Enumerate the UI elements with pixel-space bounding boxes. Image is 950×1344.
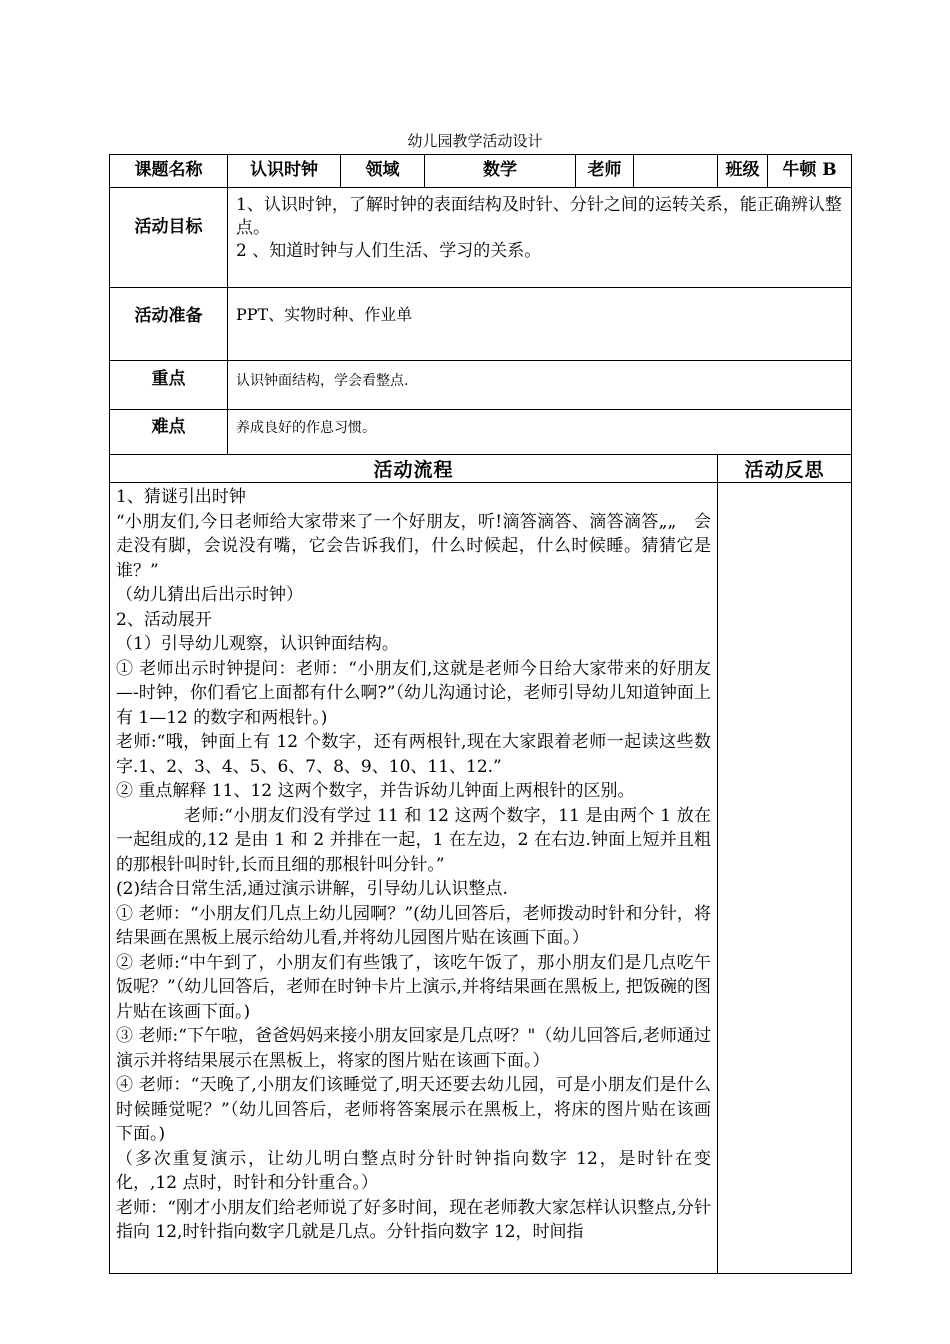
flow-paragraph: ② 老师:“中午到了，小朋友们有些饿了，该吃午饭了，那小朋友们是几点吃午饭呢？”（幼儿回答后，老师在时钟卡片上演示,并将结果画在黑板上, 把饭碗的图片贴在该画下面。)	[116, 952, 711, 1022]
reflection-header: 活动反思	[718, 455, 852, 483]
field-label: 领域	[341, 155, 425, 188]
flow-paragraph: ① 老师出示时钟提问：老师：“小朋友们,这就是老师今日给大家带来的好朋友—-时钟，你们看它上面都有什么啊?”（幼儿沟通讨论，老师引导幼儿知道钟面上有 1—12 的数字和两根针。)	[116, 658, 711, 728]
difficulty-content: 养成良好的作息习惯。	[228, 410, 852, 455]
flow-paragraph: “小朋友们,今日老师给大家带来了一个好朋友，听!滴答滴答、滴答滴答„„ 会走没有脚，会说没有嘴，它会告诉我们，什么时候起，什么时候睡。猜猜它是谁？”	[116, 511, 711, 581]
reflection-content	[718, 483, 852, 1274]
flow-paragraph: ④ 老师：“天晚了,小朋友们该睡觉了,明天还要去幼儿园，可是小朋友们是什么时候睡觉呢？”（幼儿回答后，老师将答案展示在黑板上，将床的图片贴在该画下面。)	[116, 1075, 711, 1144]
class-label: 班级	[718, 155, 768, 188]
flow-content-cell	[110, 483, 718, 1274]
flow-paragraph: ③ 老师:“下午啦，爸爸妈妈来接小朋友回家是几点呀？"（幼儿回答后,老师通过演示并将结果展示在黑板上，将家的图片贴在该画下面。）	[116, 1026, 711, 1071]
topic-label: 课题名称	[110, 155, 228, 188]
teacher-value	[634, 155, 718, 188]
key-point-content: 认识钟面结构，学会看整点.	[228, 361, 852, 410]
preparation-label: 活动准备	[110, 288, 228, 361]
preparation-content: PPT、实物时种、作业单	[228, 288, 852, 361]
flow-paragraph: 2、活动展开	[116, 609, 212, 630]
goals-content	[228, 188, 852, 288]
class-value: 牛顿 B	[768, 155, 852, 188]
goals-row	[110, 188, 852, 288]
goal-line-2: 2 、知道时钟与人们生活、学习的关系。	[236, 241, 542, 261]
header-row	[110, 155, 852, 188]
key-point-label: 重点	[110, 361, 228, 410]
flow-paragraph: (2)结合日常生活,通过演示讲解，引导幼儿认识整点.	[116, 879, 508, 899]
goals-label: 活动目标	[110, 188, 228, 288]
topic-value: 认识时钟	[228, 155, 341, 188]
flow-paragraph: （1）引导幼儿观察，认识钟面结构。	[116, 634, 399, 654]
flow-paragraph: ② 重点解释 11、12 这两个数字，并告诉幼儿钟面上两根针的区别。	[116, 781, 635, 801]
teacher-label: 老师	[576, 155, 634, 188]
difficulty-label: 难点	[110, 410, 228, 455]
flow-header: 活动流程	[110, 455, 718, 483]
flow-paragraph: 老师：“刚才小朋友们给老师说了好多时间，现在老师教大家怎样认识整点,分针指向 12,时针指向数字几就是几点。分针指向数字 12，时间指	[116, 1197, 711, 1242]
flow-body-row	[110, 483, 852, 1274]
difficulty-row	[110, 410, 852, 455]
flow-content	[110, 483, 717, 1273]
flow-paragraph: （多次重复演示，让幼儿明白整点时分针时钟指向数字 12，是时针在变化，,12 点时，时针和分针重合。）	[116, 1148, 711, 1193]
lesson-plan-table	[109, 154, 852, 1274]
flow-header-row	[110, 455, 852, 483]
field-value: 数学	[425, 155, 576, 188]
key-point-row	[110, 361, 852, 410]
preparation-row	[110, 288, 852, 361]
flow-paragraph: （幼儿猜出后出示时钟）	[116, 585, 303, 605]
flow-paragraph: ① 老师：“小朋友们几点上幼儿园啊？”(幼儿回答后，老师拨动时针和分针，将结果画在黑板上展示给幼儿看,并将幼儿园图片贴在该画下面。）	[116, 903, 711, 948]
goal-line-1: 1、认识时钟，了解时钟的表面结构及时针、分针之间的运转关系，能正确辨认整点。	[236, 195, 842, 238]
flow-paragraph: 老师:“哦，钟面上有 12 个数字，还有两根针,现在大家跟着老师一起读这些数字.1、2、3、4、5、6、7、8、9、10、11、12.”	[116, 732, 711, 777]
flow-paragraph: 老师:“小朋友们没有学过 11 和 12 这两个数字，11 是由两个 1 放在一起组成的,12 是由 1 和 2 并排在一起，1 在左边，2 在右边.钟面上短并且粗的那根针叫时针,长而且细的那根针叫分针。”	[116, 805, 711, 875]
document-title: 幼儿园教学活动设计	[407, 132, 543, 150]
flow-paragraph: 1、猜谜引出时钟	[116, 487, 246, 507]
